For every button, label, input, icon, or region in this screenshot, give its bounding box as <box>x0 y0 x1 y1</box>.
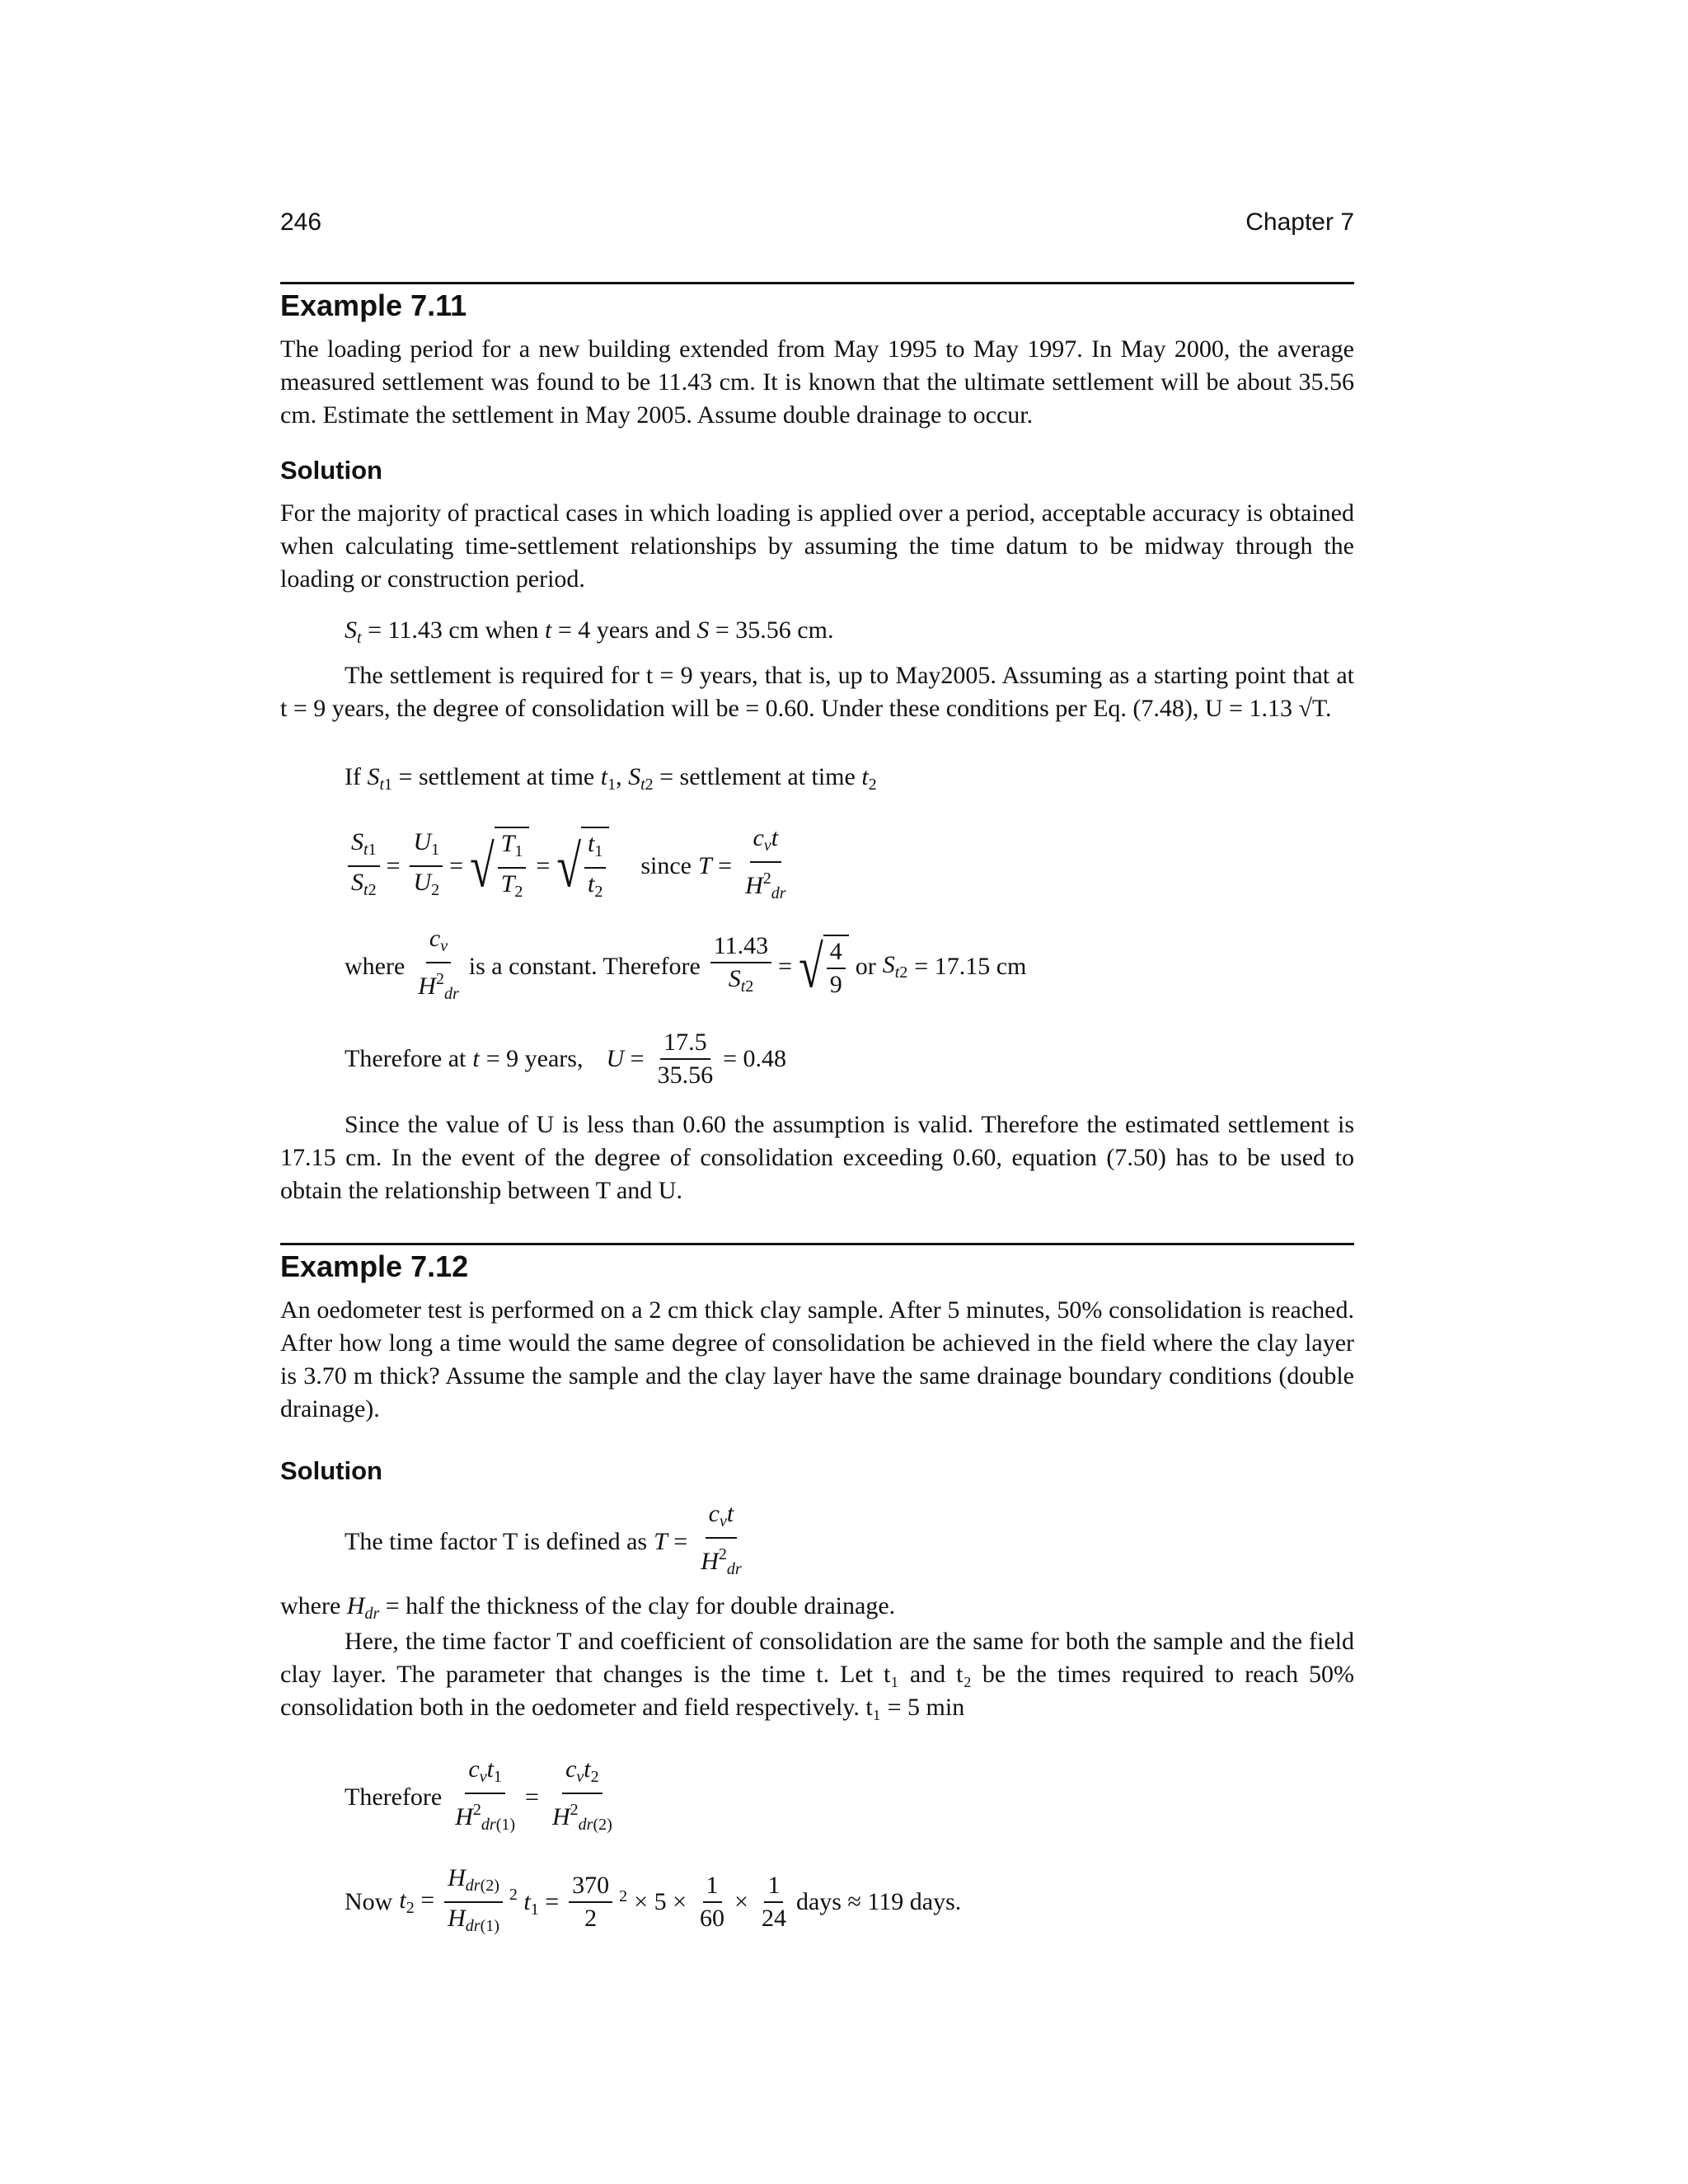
example-712-problem: An oedometer test is performed on a 2 cm thick clay sample. After 5 minutes, 50% consolidation is reached. After how long a time would the same degree of consolidation be achieved in the field where the clay layer is 3.70 m thick? Assume the sample and the clay layer have the same drainage boundary conditions (double drainage). <box>280 1296 1354 1422</box>
degree-consolidation-equation: Therefore at t = 9 years, U = $\frac{17.5}{35.56}$ = 0.48 <box>345 1029 786 1089</box>
hdr-definition: where $H_{dr}$ = half the thickness of the clay for double drainage. <box>280 1592 896 1623</box>
page-number: 246 <box>280 209 322 236</box>
example-711-para2: The settlement is required for t = 9 years, that is, up to May2005. Assuming as a starting point that at t = 9 years, the degree of consolidation will be = 0.60. Under these conditions per Eq. (7.48), U = 1.13 √T. <box>280 662 1354 722</box>
ratio-equation: $\frac{S_{t1}}{S_{t2}}$ = $\frac{U_1}{U_2}$ = √ $\frac{T_1}{T_2}$ = √ $\frac{t_1}{t_2}$ since T = $\frac{c_vt}{H^2_{dr}}$ <box>345 824 796 907</box>
given-values: $S_t = 11.43$ cm when t = 4 years and S = 35.56 cm. <box>345 616 834 647</box>
time-factor-equation: The time factor T is defined as T = $\frac{c_vt}{H^2_{dr}}$ <box>345 1500 742 1578</box>
chapter-header: Chapter 7 <box>1245 209 1354 236</box>
example-712-title: Example 7.12 <box>280 1249 469 1283</box>
section-rule <box>280 1243 1354 1245</box>
example-711-title: Example 7.11 <box>280 288 467 322</box>
section-rule <box>280 282 1354 284</box>
equal-time-factor-equation: Therefore $\frac{c_vt_1}{H^2_{dr(1)}}$ = $\frac{c_vt_2}{H^2_{dr(2)}}$ <box>345 1755 612 1834</box>
example-712-solution-heading: Solution <box>280 1456 382 1485</box>
example-711-solution-intro: For the majority of practical cases in which loading is applied over a period, acceptable accuracy is obtained when calculating time-settlement relationships by assuming the time datum to be midway through the loading or construction period. <box>280 499 1354 593</box>
final-time-equation: Now $t_2$ = $\frac{H_{dr(2)}}{H_{dr(1)}}$ $^2$ $t_1$ = $\frac{370}{2}$ $^2$ × 5 × $\frac{1}{60}$ × $\frac{1}{24}$ days ≈ 119 days. <box>345 1864 962 1935</box>
example-711-conclusion: Since the value of U is less than 0.60 the assumption is valid. Therefore the estimated settlement is 17.15 cm. In the event of the degree of consolidation exceeding 0.60, equation (7.50) has to be used to obtain the relationship between T and U. <box>280 1111 1354 1204</box>
example-711-solution-heading: Solution <box>280 456 382 485</box>
settlement-definition: If $S_{t1}$ = settlement at time $t_1$, $S_{t2}$ = settlement at time $t_2$ <box>345 763 877 794</box>
example-711-problem: The loading period for a new building extended from May 1995 to May 1997. In May 2000, the average measured settlement was found to be 11.43 cm. It is known that the ultimate settlement will be about 35.56 cm. Estimate the settlement in May 2005. Assume double drainage to occur. <box>280 335 1354 429</box>
constant-equation: where $\frac{c_v}{H^2_{dr}}$ is a constant. Therefore $\frac{11.43}{S_{t2}}$ = √ $\frac{4}{9}$ or $S_{t2}$ = 17.15 cm <box>345 925 1027 1003</box>
example-712-para2: Here, the time factor T and coefficient of consolidation are the same for both the sample and the field clay layer. The parameter that changes is the time t. Let t₁ and t₂ be the times required to reach 50% consolidation both in the oedometer and field respectively. t₁ = 5 min <box>280 1628 1354 1721</box>
